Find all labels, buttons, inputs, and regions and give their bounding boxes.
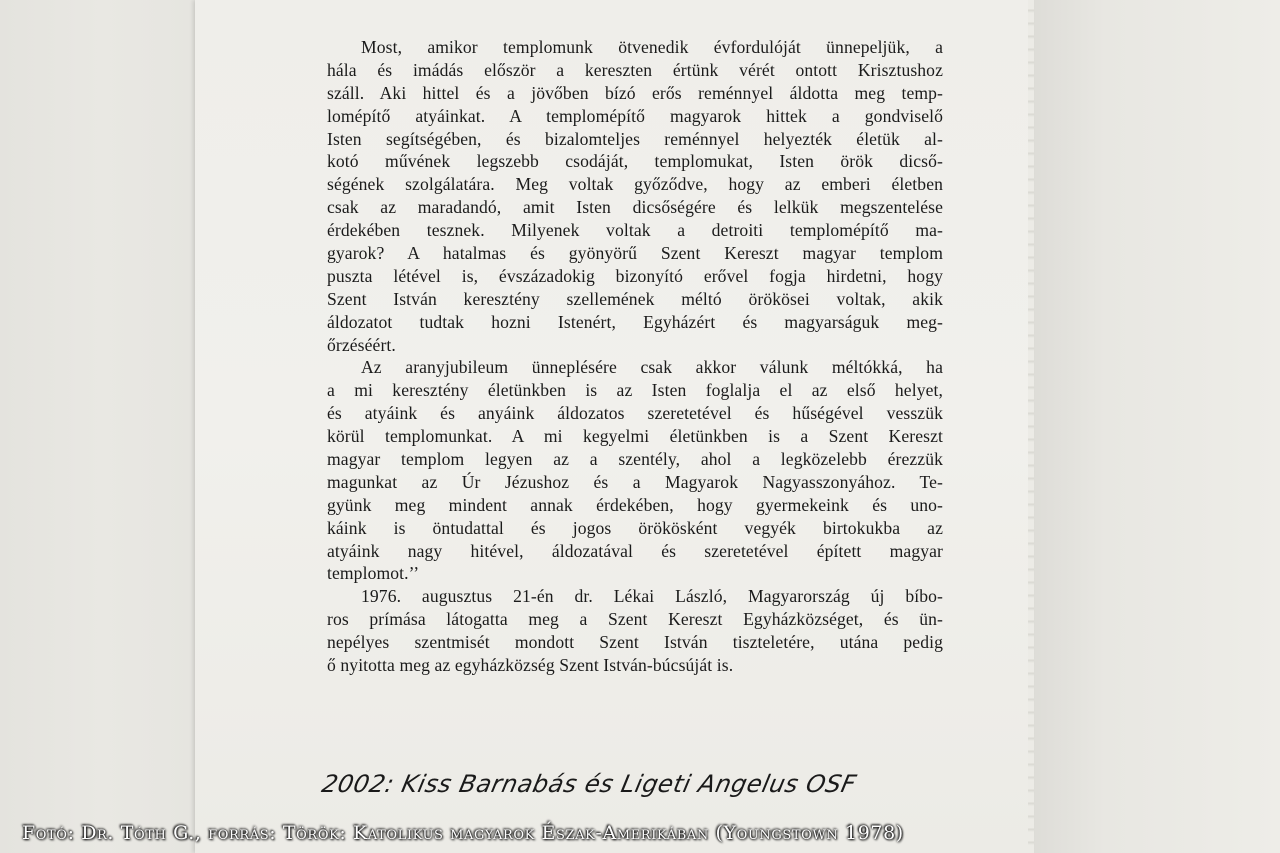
text-line: lomépítő atyáinkat. A templomépítő magyarok hittek a gondviselő <box>327 105 943 126</box>
text-line: gyarok? A hatalmas és gyönyörű Szent Kereszt magyar templom <box>327 243 943 264</box>
background-right <box>1030 0 1280 853</box>
text-line: 1976. augusztus 21-én dr. Lékai László, Magyarország új bíbo- <box>361 586 943 607</box>
text-line: Isten segítségében, és bizalomteljes reménnyel helyezték életük al- <box>327 128 943 149</box>
text-line: és atyáink és anyáink áldozatos szeretetével és hűségével vesszük <box>327 403 943 424</box>
text-line: érdekében tesznek. Milyenek voltak a detroiti templomépítő ma- <box>327 220 943 241</box>
text-line: atyáink nagy hitével, áldozatával és szeretetével épített magyar <box>327 540 943 561</box>
text-line: puszta létével is, évszázadokig bizonyító erővel fogja hirdetni, hogy <box>327 265 943 286</box>
text-line: káink is öntudattal és jogos örökösként vegyék birtokukba az <box>327 517 943 538</box>
text-line: csak az maradandó, amit Isten dicsőségére és lelkük megszentelése <box>327 197 943 218</box>
document-text <box>327 36 943 677</box>
text-line: hála és imádás először a kereszten értünk vérét ontott Krisztushoz <box>327 59 943 80</box>
text-line: templomot.’’ <box>327 563 420 584</box>
text-line: nepélyes szentmisét mondott Szent István tiszteletére, utána pedig <box>327 632 943 653</box>
text-line: ros prímása látogatta meg a Szent Kereszt Egyházközséget, és ün- <box>327 609 943 630</box>
text-line: áldozatot tudtak hozni Istenért, Egyházért és magyarságuk meg- <box>327 311 943 332</box>
text-line: gyünk meg mindent annak érdekében, hogy gyermekeink és uno- <box>327 494 943 515</box>
text-line: Most, amikor templomunk ötvenedik évfordulóját ünnepeljük, a <box>361 37 943 57</box>
handwritten-note: 2002: Kiss Barnabás és Ligeti Angelus OSF <box>319 770 859 798</box>
text-line: magyar templom legyen az a szentély, ahol a legközelebb érezzük <box>327 449 943 470</box>
text-line: száll. Aki hittel és a jövőben bízó erős reménnyel áldotta meg temp- <box>327 82 943 103</box>
text-line: magunkat az Úr Jézushoz és a Magyarok Nagyasszonyához. Te- <box>327 471 943 492</box>
text-line: ségének szolgálatára. Meg voltak győződve, hogy az emberi életben <box>327 174 943 195</box>
photo-credit-caption: Fotó: Dr. Tóth G., forrás: Török: Katolikus magyarok Észak-Amerikában (Youngstown 1978) <box>22 822 904 844</box>
text-line: ő nyitotta meg az egyházközség Szent István-búcsúját is. <box>327 655 734 676</box>
text-line: őrzéséért. <box>327 334 396 355</box>
text-line: körül templomunkat. A mi kegyelmi életünkben is a Szent Kereszt <box>327 426 943 447</box>
text-line: kotó művének legszebb csodáját, templomukat, Isten örök dicső- <box>327 151 943 172</box>
text-line: a mi keresztény életünkben is az Isten foglalja el az első helyet, <box>327 380 943 401</box>
text-line: Az aranyjubileum ünneplésére csak akkor válunk méltókká, ha <box>361 357 943 378</box>
text-line: Szent István keresztény szellemének méltó örökösei voltak, akik <box>327 288 943 309</box>
